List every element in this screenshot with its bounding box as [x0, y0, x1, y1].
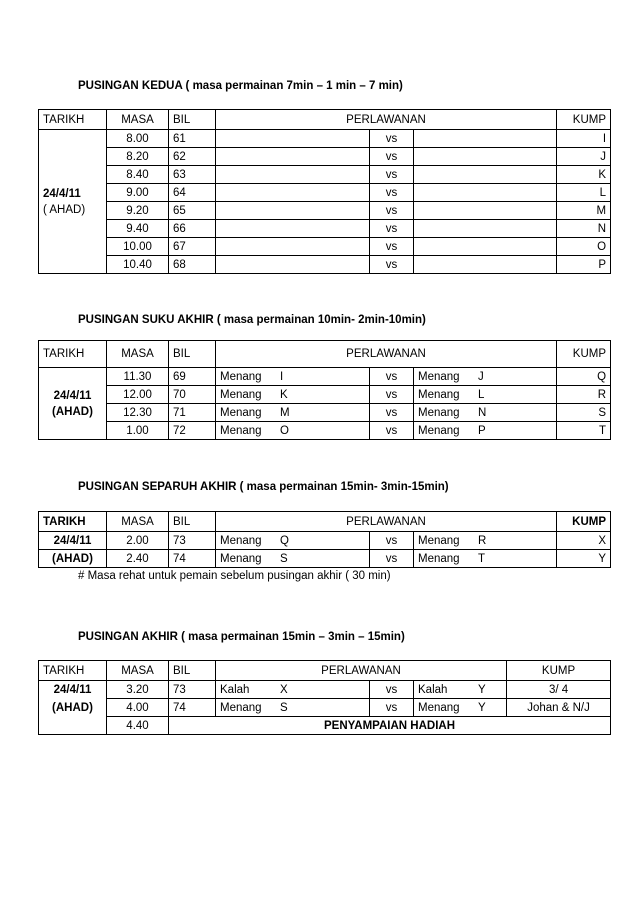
header-masa: MASA [107, 661, 169, 681]
kump-cell: Q [557, 368, 611, 386]
table-separuh-akhir [38, 511, 611, 568]
team1-cell [216, 550, 370, 568]
team1-label: Menang [220, 424, 262, 437]
header-tarikh: TARIKH [39, 341, 107, 368]
team2-cell [414, 386, 557, 404]
kump-cell: 3/ 4 [507, 681, 611, 699]
bil-cell: 65 [169, 202, 216, 220]
team1-cell [216, 130, 370, 148]
team1-cell [216, 202, 370, 220]
masa-cell: 9.20 [107, 202, 169, 220]
team1-code: M [280, 406, 290, 419]
team1-cell [216, 422, 370, 440]
vs-cell: vs [370, 681, 414, 699]
date-cell: 24/4/11 [39, 532, 107, 550]
team1-cell [216, 699, 370, 717]
team1-code: O [280, 424, 289, 437]
team2-label: Menang [418, 406, 460, 419]
team2-label: Menang [418, 388, 460, 401]
header-bil: BIL [169, 110, 216, 130]
header-tarikh: TARIKH [39, 512, 107, 532]
kump-cell: K [557, 166, 611, 184]
bil-cell: 62 [169, 148, 216, 166]
team1-cell [216, 184, 370, 202]
vs-cell: vs [370, 220, 414, 238]
bil-cell: 74 [169, 699, 216, 717]
bil-cell: 69 [169, 368, 216, 386]
team2-cell [414, 699, 507, 717]
header-bil: BIL [169, 341, 216, 368]
kump-cell: Y [557, 550, 611, 568]
header-perlawanan: PERLAWANAN [216, 341, 557, 368]
table-suku-akhir [38, 340, 611, 440]
masa-cell: 4.00 [107, 699, 169, 717]
team1-cell [216, 256, 370, 274]
bil-cell: 63 [169, 166, 216, 184]
date-text: 24/4/11 [43, 187, 81, 200]
team1-label: Menang [220, 406, 262, 419]
masa-cell: 9.40 [107, 220, 169, 238]
team1-label: Menang [220, 388, 262, 401]
team2-label: Menang [418, 552, 460, 565]
bil-cell: 73 [169, 681, 216, 699]
masa-cell: 1.00 [107, 422, 169, 440]
table-row [39, 386, 611, 404]
table-row [39, 130, 611, 148]
header-perlawanan: PERLAWANAN [216, 661, 507, 681]
team1-cell [216, 148, 370, 166]
header-kump: KUMP [557, 110, 611, 130]
vs-cell: vs [370, 550, 414, 568]
table-row [39, 404, 611, 422]
masa-cell: 3.20 [107, 681, 169, 699]
table-row [39, 550, 611, 568]
team1-code: S [280, 552, 288, 565]
bil-cell: 61 [169, 130, 216, 148]
header-bil: BIL [169, 512, 216, 532]
team2-label: Menang [418, 534, 460, 547]
section-title-kedua: PUSINGAN KEDUA ( masa permainan 7min – 1 min – 7 min) [78, 80, 403, 92]
masa-cell: 12.30 [107, 404, 169, 422]
masa-cell: 8.40 [107, 166, 169, 184]
bil-cell: 71 [169, 404, 216, 422]
table-row [39, 256, 611, 274]
section-title-akhir: PUSINGAN AKHIR ( masa permainan 15min – 3min – 15min) [78, 631, 405, 643]
table-akhir [38, 660, 611, 735]
header-kump: KUMP [507, 661, 611, 681]
header-tarikh: TARIKH [39, 661, 107, 681]
header-tarikh: TARIKH [39, 110, 107, 130]
empty-cell [39, 717, 107, 735]
team1-label: Menang [220, 534, 262, 547]
masa-cell: 10.40 [107, 256, 169, 274]
team2-code: J [478, 370, 484, 383]
header-kump: KUMP [557, 512, 611, 532]
vs-cell: vs [370, 148, 414, 166]
team2-code: Y [478, 701, 486, 714]
date-text: 24/4/11 [53, 389, 92, 402]
table-row [39, 532, 611, 550]
team2-cell [414, 184, 557, 202]
date-cell [39, 130, 107, 274]
kump-cell: O [557, 238, 611, 256]
masa-cell: 8.20 [107, 148, 169, 166]
team1-cell [216, 166, 370, 184]
kump-cell: M [557, 202, 611, 220]
team2-code: P [478, 424, 486, 437]
vs-cell: vs [370, 202, 414, 220]
rest-note: # Masa rehat untuk pemain sebelum pusingan akhir ( 30 min) [78, 570, 391, 582]
day-text: (AHAD) [52, 405, 93, 418]
vs-cell: vs [370, 386, 414, 404]
team2-cell [414, 256, 557, 274]
table-row [39, 166, 611, 184]
vs-cell: vs [370, 404, 414, 422]
team1-cell [216, 386, 370, 404]
masa-cell: 2.40 [107, 550, 169, 568]
team2-label: Menang [418, 370, 460, 383]
team2-code: N [478, 406, 487, 419]
date-cell [39, 368, 107, 440]
masa-cell: 11.30 [107, 368, 169, 386]
kump-cell: J [557, 148, 611, 166]
masa-cell: 9.00 [107, 184, 169, 202]
team2-cell [414, 166, 557, 184]
vs-cell: vs [370, 166, 414, 184]
table-row [39, 717, 611, 735]
masa-cell: 4.40 [107, 717, 169, 735]
team2-code: L [478, 388, 485, 401]
table-row [39, 422, 611, 440]
header-kump: KUMP [557, 341, 611, 368]
header-masa: MASA [107, 110, 169, 130]
section-title-separuh-akhir: PUSINGAN SEPARUH AKHIR ( masa permainan 15min- 3min-15min) [78, 481, 449, 493]
team1-code: I [280, 370, 284, 383]
team2-cell [414, 550, 557, 568]
team2-cell [414, 220, 557, 238]
table-row [39, 184, 611, 202]
team1-label: Menang [220, 370, 262, 383]
vs-cell: vs [370, 130, 414, 148]
team2-code: T [478, 552, 486, 565]
day-cell: (AHAD) [39, 699, 107, 717]
masa-cell: 8.00 [107, 130, 169, 148]
table-row [39, 699, 611, 717]
date-cell: 24/4/11 [39, 681, 107, 699]
kump-cell: Johan & N/J [507, 699, 611, 717]
kump-cell: S [557, 404, 611, 422]
team2-label: Kalah [418, 683, 448, 696]
vs-cell: vs [370, 699, 414, 717]
table-row [39, 202, 611, 220]
bil-cell: 74 [169, 550, 216, 568]
bil-cell: 68 [169, 256, 216, 274]
kump-cell: R [557, 386, 611, 404]
vs-cell: vs [370, 256, 414, 274]
table-row [39, 681, 611, 699]
vs-cell: vs [370, 238, 414, 256]
team1-cell [216, 404, 370, 422]
kump-cell: L [557, 184, 611, 202]
day-cell: (AHAD) [39, 550, 107, 568]
vs-cell: vs [370, 184, 414, 202]
team1-code: K [280, 388, 288, 401]
table-row [39, 220, 611, 238]
team2-cell [414, 130, 557, 148]
team1-cell [216, 238, 370, 256]
bil-cell: 72 [169, 422, 216, 440]
kump-cell: I [557, 130, 611, 148]
team2-cell [414, 148, 557, 166]
team1-cell [216, 220, 370, 238]
table-row [39, 368, 611, 386]
team1-cell [216, 681, 370, 699]
team2-cell [414, 681, 507, 699]
team2-code: Y [478, 683, 486, 696]
team2-cell [414, 532, 557, 550]
table-kedua [38, 109, 611, 274]
vs-cell: vs [370, 532, 414, 550]
team2-cell [414, 422, 557, 440]
vs-cell: vs [370, 368, 414, 386]
table-row [39, 148, 611, 166]
team2-label: Menang [418, 424, 460, 437]
team2-label: Menang [418, 701, 460, 714]
header-perlawanan: PERLAWANAN [216, 512, 557, 532]
masa-cell: 12.00 [107, 386, 169, 404]
header-masa: MASA [107, 341, 169, 368]
kump-cell: N [557, 220, 611, 238]
day-text: ( AHAD) [43, 203, 86, 216]
team2-cell [414, 368, 557, 386]
team2-cell [414, 238, 557, 256]
team2-cell [414, 202, 557, 220]
team1-label: Menang [220, 552, 262, 565]
table-row [39, 238, 611, 256]
team1-cell [216, 532, 370, 550]
team1-label: Kalah [220, 683, 250, 696]
masa-cell: 10.00 [107, 238, 169, 256]
team2-cell [414, 404, 557, 422]
vs-cell: vs [370, 422, 414, 440]
team1-cell [216, 368, 370, 386]
section-title-suku-akhir: PUSINGAN SUKU AKHIR ( masa permainan 10min- 2min-10min) [78, 314, 426, 326]
team1-code: S [280, 701, 288, 714]
header-bil: BIL [169, 661, 216, 681]
header-perlawanan: PERLAWANAN [216, 110, 557, 130]
prize-giving-cell: PENYAMPAIAN HADIAH [169, 717, 611, 735]
team1-code: Q [280, 534, 289, 547]
bil-cell: 70 [169, 386, 216, 404]
header-masa: MASA [107, 512, 169, 532]
team1-label: Menang [220, 701, 262, 714]
kump-cell: T [557, 422, 611, 440]
bil-cell: 64 [169, 184, 216, 202]
kump-cell: P [557, 256, 611, 274]
bil-cell: 73 [169, 532, 216, 550]
team2-code: R [478, 534, 487, 547]
bil-cell: 66 [169, 220, 216, 238]
kump-cell: X [557, 532, 611, 550]
team1-code: X [280, 683, 288, 696]
bil-cell: 67 [169, 238, 216, 256]
masa-cell: 2.00 [107, 532, 169, 550]
